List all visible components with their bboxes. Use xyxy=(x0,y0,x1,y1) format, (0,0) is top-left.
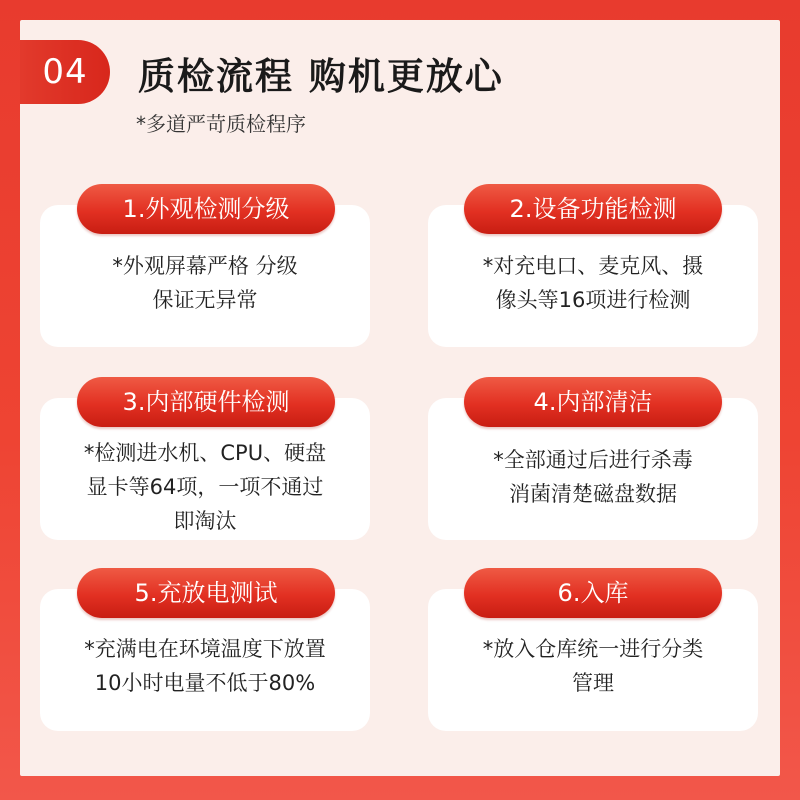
step-title-6: 6.入库 xyxy=(464,568,722,618)
step-desc-line: *充满电在环境温度下放置 xyxy=(84,637,326,661)
step-desc-2 xyxy=(428,249,758,317)
step-title-4: 4.内部清洁 xyxy=(464,377,722,427)
step-desc-line: *对充电口、麦克风、摄 xyxy=(482,254,704,278)
step-desc-line: 即淘汰 xyxy=(173,509,237,533)
step-desc-line: *全部通过后进行杀毒 xyxy=(493,448,693,472)
step-title-5: 5.充放电测试 xyxy=(77,568,335,618)
step-title-3: 3.内部硬件检测 xyxy=(77,377,335,427)
step-desc-4 xyxy=(428,443,758,511)
step-desc-line: *放入仓库统一进行分类 xyxy=(482,637,704,661)
step-desc-6 xyxy=(428,632,758,700)
step-desc-line: 管理 xyxy=(572,671,614,695)
step-title-2: 2.设备功能检测 xyxy=(464,184,722,234)
step-desc-3 xyxy=(40,436,370,538)
page-subtitle: *多道严苛质检程序 xyxy=(136,112,306,136)
step-title-1: 1.外观检测分级 xyxy=(77,184,335,234)
step-desc-5 xyxy=(40,632,370,700)
step-desc-line: 10小时电量不低于80% xyxy=(94,671,316,695)
step-desc-line: 像头等16项进行检测 xyxy=(495,288,691,312)
step-desc-line: *外观屏幕严格 分级 xyxy=(112,254,298,278)
step-desc-1 xyxy=(40,249,370,317)
step-desc-line: 显卡等64项，一项不通过 xyxy=(86,475,324,499)
page-title: 质检流程 购机更放心 xyxy=(138,55,504,98)
step-desc-line: *检测进水机、CPU、硬盘 xyxy=(83,441,327,465)
step-desc-line: 保证无异常 xyxy=(152,288,258,312)
step-desc-line: 消菌清楚磁盘数据 xyxy=(509,482,677,506)
section-number-badge: 04 xyxy=(20,40,110,104)
